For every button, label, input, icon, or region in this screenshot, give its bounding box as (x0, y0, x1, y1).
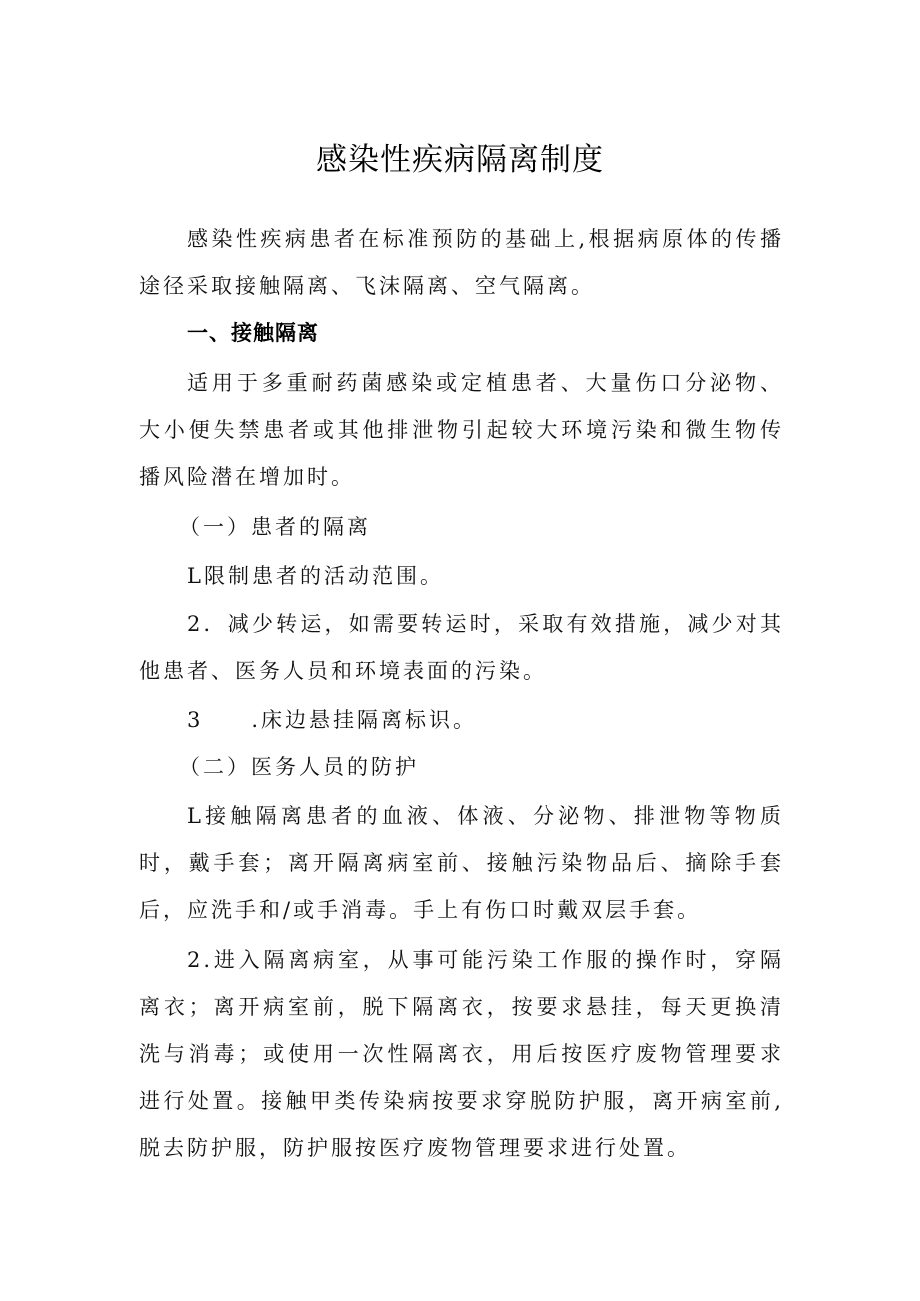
subheading-staff-protection: （二）医务人员的防护 (179, 755, 419, 779)
subheading-patient-isolation: （一）患者的隔离 (179, 515, 371, 539)
patient-item-2: 2．减少转运，如需要转运时，采取有效措施，减少对其他患者、医务人员和环境表面的污染。 (139, 612, 784, 683)
patient-item-3: 3 .床边悬挂隔离标识。 (187, 708, 478, 732)
document-title: 感染性疾病隔离制度 (316, 142, 604, 178)
section-heading-contact-isolation: 一、接触隔离 (187, 321, 319, 345)
staff-item-1: L接触隔离患者的血液、体液、分泌物、排泄物等物质时，戴手套；离开隔离病室前、接触污染物品后、摘除手套后，应洗手和/或手消毒。手上有伤口时戴双层手套。 (139, 804, 784, 922)
intro-paragraph: 感染性疾病患者在标准预防的基础上,根据病原体的传播途径采取接触隔离、飞沫隔离、空气隔离。 (139, 227, 784, 298)
patient-item-1: L限制患者的活动范围。 (187, 564, 444, 588)
staff-item-2: 2.进入隔离病室，从事可能污染工作服的操作时，穿隔离衣；离开病室前，脱下隔离衣，按要求悬挂，每天更换清洗与消毒；或使用一次性隔离衣，用后按医疗废物管理要求进行处置。接触甲类传染病按要求穿脱防护服，离开病室前,脱去防护服，防护服按医疗废物管理要求进行处置。 (139, 948, 784, 1160)
scope-paragraph: 适用于多重耐药菌感染或定植患者、大量伤口分泌物、大小便失禁患者或其他排泄物引起较大环境污染和微生物传播风险潜在增加时。 (139, 371, 784, 489)
